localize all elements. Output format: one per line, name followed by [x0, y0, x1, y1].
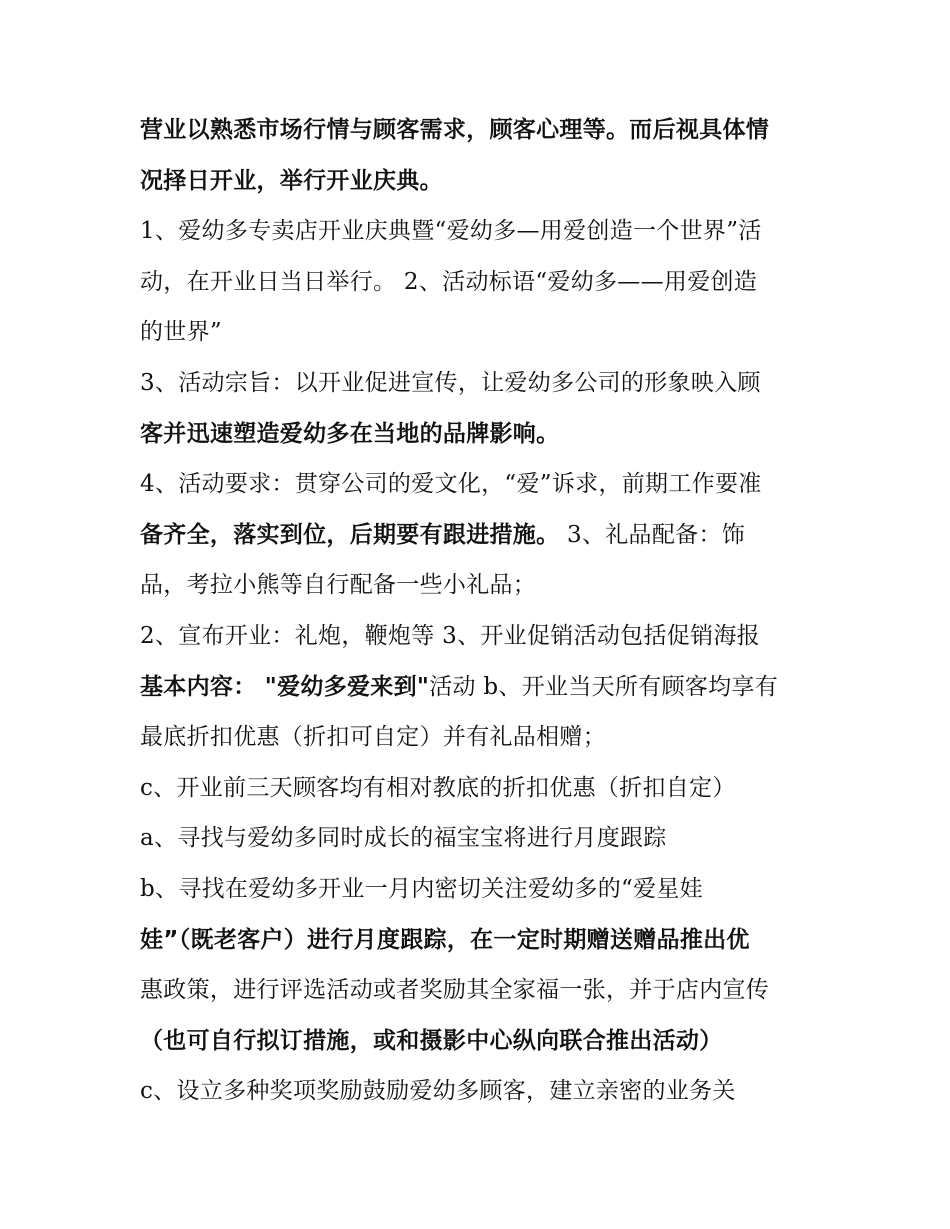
text-line [140, 672, 830, 702]
text-line: b、寻找在爱幼多开业一月内密切关注爱幼多的“爱星娃 [140, 876, 703, 902]
text-line: c、开业前三天顾客均有相对教底的折扣优惠（折扣自定） [140, 775, 736, 801]
text-line: 营业以熟悉市场行情与顾客需求，顾客心理等。而后视具体情 [140, 117, 770, 143]
text-line: 1、爱幼多专卖店开业庆典暨“爱幼多—用爱创造一个世界”活 [140, 218, 762, 244]
text-line: 2、宣布开业：礼炮，鞭炮等 3、开业促销活动包括促销海报 [140, 623, 760, 649]
text-line: 动，在开业日当日举行。 2、活动标语“爱幼多——用爱创造 [140, 269, 758, 295]
text-line: 品，考拉小熊等自行配备一些小礼品； [140, 572, 537, 598]
text-segment: 活动 b、开业当天所有顾客均享有 [429, 674, 779, 700]
text-line: a、寻找与爱幼多同时成长的福宝宝将进行月度跟踪 [140, 825, 667, 851]
text-line: 况择日开业，举行开业庆典。 [140, 168, 443, 194]
text-line: 3、活动宗旨：以开业促进宣传，让爱幼多公司的形象映入顾 [140, 370, 761, 396]
text-line: （也可自行拟订措施，或和摄影中心纵向联合推出活动） [140, 1028, 723, 1054]
text-line: 客并迅速塑造爱幼多在当地的品牌影响。 [140, 421, 560, 447]
text-line: 娃”（既老客户）进行月度跟踪，在一定时期赠送赠品推出优 [140, 927, 750, 953]
text-line: 惠政策，进行评选活动或者奖励其全家福一张，并于店内宣传 [140, 977, 770, 1003]
text-line: c、设立多种奖项奖励鼓励爱幼多顾客，建立亲密的业务关 [140, 1078, 736, 1104]
text-segment: 3、礼品配备：饰 [559, 522, 746, 548]
text-line: 4、活动要求：贯穿公司的爱文化，“爱”诉求，前期工作要准 [140, 471, 762, 497]
text-line [140, 520, 830, 550]
text-line: 最底折扣优惠（折扣可自定）并有礼品相赠； [140, 724, 606, 750]
text-segment-bold: 备齐全，落实到位，后期要有跟进措施。 [140, 522, 560, 548]
text-segment-bold: 基本内容： "爱幼多爱来到" [140, 674, 430, 700]
text-line: 的世界” [140, 319, 222, 345]
